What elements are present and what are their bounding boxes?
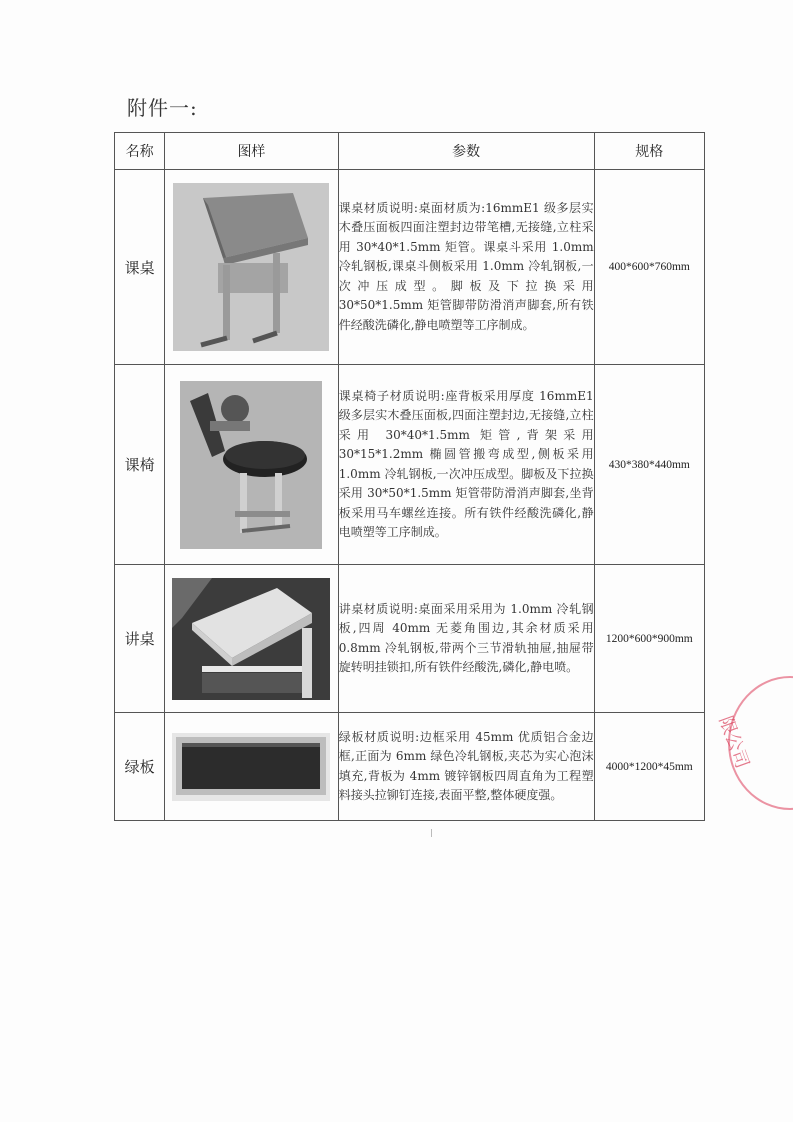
header-name: 名称 (115, 133, 165, 170)
lectern-photo (172, 578, 330, 700)
item-name: 讲桌 (115, 565, 165, 713)
table-row (115, 565, 705, 713)
attachment-title: 附件一: (127, 96, 198, 120)
item-image-cell (165, 170, 339, 365)
item-params: 课桌材质说明:桌面材质为:16mmE1 级多层实木叠压面板四面注塑封边带笔槽,无接缝,立柱采用 30*40*1.5mm 矩管。课桌斗采用 1.0mm 冷轧钢板,课桌斗侧板采用 1.0mm 冷轧钢板,一次冲压成型。脚板及下拉换采用 30*50*1.5mm 矩管脚带防滑消声脚套,所有铁件经酸洗磷化,静电喷塑等工序制成。 (338, 170, 594, 365)
header-params: 参数 (338, 133, 594, 170)
item-spec: 1200*600*900mm (594, 565, 704, 713)
item-image-cell (165, 365, 339, 565)
table-header-row (115, 133, 705, 170)
item-image-cell (165, 713, 339, 821)
page-mark (431, 829, 432, 837)
item-spec: 4000*1200*45mm (594, 713, 704, 821)
header-spec: 规格 (594, 133, 704, 170)
item-name: 课椅 (115, 365, 165, 565)
item-params: 讲桌材质说明:桌面采用采用为 1.0mm 冷轧钢板,四周 40mm 无菱角围边,其余材质采用 0.8mm 冷轧钢板,带两个三节滑轨抽屉,抽屉带旋转明挂锁扣,所有铁件经酸洗,磷化,静电喷。 (338, 565, 594, 713)
spec-table (114, 132, 705, 821)
company-seal-text: 限公司 (714, 713, 753, 772)
student-chair-photo (180, 381, 322, 549)
item-spec: 430*380*440mm (594, 365, 704, 565)
table-row (115, 713, 705, 821)
student-desk-photo (173, 183, 329, 351)
table-row (115, 365, 705, 565)
item-name: 课桌 (115, 170, 165, 365)
item-image-cell (165, 565, 339, 713)
item-params: 绿板材质说明:边框采用 45mm 优质铝合金边框,正面为 6mm 绿色冷轧钢板,夹芯为实心泡沫填充,背板为 4mm 镀锌钢板四周直角为工程塑料接头拉铆钉连接,表面平整,整体硬度强。 (338, 713, 594, 821)
item-spec: 400*600*760mm (594, 170, 704, 365)
item-params: 课桌椅子材质说明:座背板采用厚度 16mmE1 级多层实木叠压面板,四面注塑封边,无接缝,立柱采用 30*40*1.5mm 矩管,背架采用 30*15*1.2mm 椭圆管搬弯成型,侧板采用 1.0mm 冷轧钢板,一次冲压成型。脚板及下拉换采用 30*50*1.5mm 矩管带防滑消声脚套,坐背板采用马车螺丝连接。所有铁件经酸洗磷化,静电喷塑等工序制成。 (338, 365, 594, 565)
header-image: 图样 (165, 133, 339, 170)
greenboard-photo (172, 733, 330, 801)
item-name: 绿板 (115, 713, 165, 821)
table-row (115, 170, 705, 365)
